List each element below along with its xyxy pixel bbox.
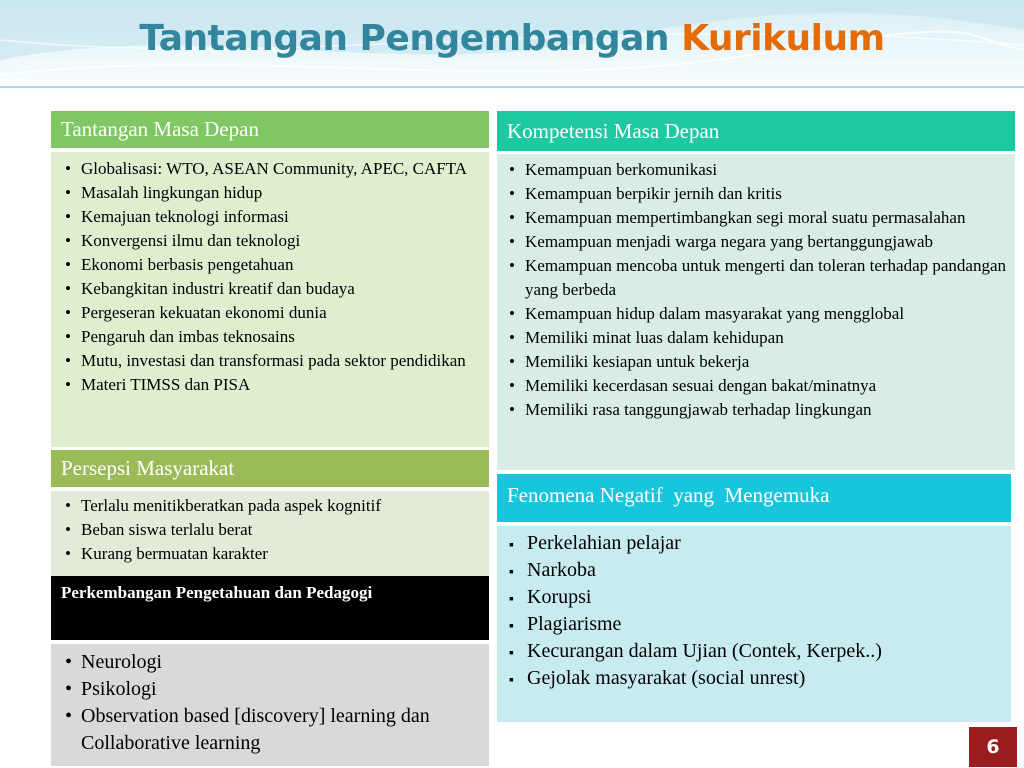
list-item: • Kemampuan berkomunikasi <box>503 158 1007 182</box>
list-item: • Psikologi <box>59 676 481 703</box>
list-item: • Memiliki rasa tanggungjawab terhadap lingkungan <box>503 398 1007 422</box>
slide-title-accent: Kurikulum <box>681 18 885 59</box>
kompetensi-title: Kompetensi Masa Depan <box>507 118 720 143</box>
list-item: • Kemampuan mempertimbangkan segi moral suatu permasalahan <box>503 206 1007 230</box>
persepsi-header <box>51 450 489 487</box>
list-item: • Pergeseran kekuatan ekonomi dunia <box>59 301 481 325</box>
list-item: • Pengaruh dan imbas teknosains <box>59 325 481 349</box>
tantangan-header <box>51 111 489 148</box>
list-item: • Memiliki kecerdasan sesuai dengan bakat/minatnya <box>503 374 1007 398</box>
tantangan-list <box>59 157 481 397</box>
list-item: • Kurang bermuatan karakter <box>59 542 481 566</box>
list-item: • Memiliki kesiapan untuk bekerja <box>503 350 1007 374</box>
title-divider <box>0 86 1024 88</box>
list-item: ▪ Gejolak masyarakat (social unrest) <box>505 665 1003 692</box>
list-item: • Kemajuan teknologi informasi <box>59 205 481 229</box>
fenomena-title: Fenomena Negatif yang Mengemuka <box>507 483 830 507</box>
pedagogi-list <box>59 649 481 757</box>
pedagogi-title: Perkembangan Pengetahuan dan Pedagogi <box>61 583 373 602</box>
slide-number: 6 <box>969 727 1017 767</box>
tantangan-title: Tantangan Masa Depan <box>61 117 259 141</box>
list-item: • Neurologi <box>59 649 481 676</box>
list-item: ▪ Kecurangan dalam Ujian (Contek, Kerpek..) <box>505 638 1003 665</box>
kompetensi-list <box>503 158 1007 422</box>
list-item: • Mutu, investasi dan transformasi pada sektor pendidikan <box>59 349 481 373</box>
list-item: ▪ Plagiarisme <box>505 611 1003 638</box>
list-item: • Kemampuan berpikir jernih dan kritis <box>503 182 1007 206</box>
list-item: • Kemampuan menjadi warga negara yang bertanggungjawab <box>503 230 1007 254</box>
list-item: • Terlalu menitikberatkan pada aspek kognitif <box>59 494 481 518</box>
fenomena-list <box>505 530 1003 692</box>
persepsi-panel <box>51 491 489 576</box>
pedagogi-header <box>51 576 489 640</box>
list-item: • Observation based [discovery] learning dan Collaborative learning <box>59 703 481 757</box>
list-item: • Globalisasi: WTO, ASEAN Community, APEC, CAFTA <box>59 157 481 181</box>
persepsi-title: Persepsi Masyarakat <box>61 456 235 480</box>
slide-title <box>0 18 1024 59</box>
list-item: • Kemampuan hidup dalam masyarakat yang mengglobal <box>503 302 1007 326</box>
list-item: • Ekonomi berbasis pengetahuan <box>59 253 481 277</box>
fenomena-panel <box>497 526 1011 722</box>
kompetensi-panel <box>497 154 1015 470</box>
list-item: • Konvergensi ilmu dan teknologi <box>59 229 481 253</box>
list-item: • Kebangkitan industri kreatif dan budaya <box>59 277 481 301</box>
list-item: ▪ Narkoba <box>505 557 1003 584</box>
slide-title-main: Tantangan Pengembangan <box>139 18 682 59</box>
list-item: • Masalah lingkungan hidup <box>59 181 481 205</box>
fenomena-header <box>497 474 1011 522</box>
persepsi-list <box>59 494 481 566</box>
list-item: ▪ Korupsi <box>505 584 1003 611</box>
kompetensi-header <box>497 111 1015 151</box>
list-item: • Kemampuan mencoba untuk mengerti dan toleran terhadap pandangan yang berbeda <box>503 254 1007 302</box>
list-item: • Materi TIMSS dan PISA <box>59 373 481 397</box>
pedagogi-panel <box>51 644 489 766</box>
list-item: • Memiliki minat luas dalam kehidupan <box>503 326 1007 350</box>
tantangan-panel <box>51 152 489 447</box>
list-item: • Beban siswa terlalu berat <box>59 518 481 542</box>
list-item: ▪ Perkelahian pelajar <box>505 530 1003 557</box>
